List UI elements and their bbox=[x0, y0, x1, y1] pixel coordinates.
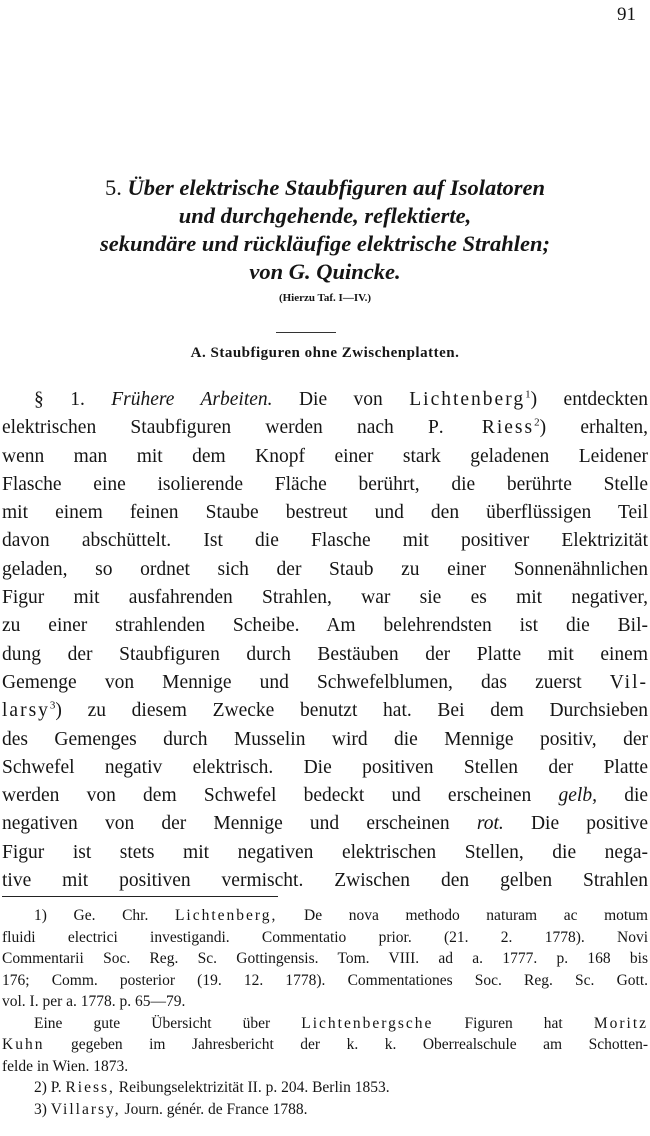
text-run: Die positive bbox=[530, 813, 649, 835]
body-line-2 bbox=[2, 414, 648, 442]
footnote-number: 2) P. bbox=[34, 1079, 62, 1096]
author-name: Villarsy, bbox=[50, 1100, 121, 1118]
body-line-12 bbox=[2, 697, 648, 725]
emphasis-word: rot. bbox=[476, 813, 504, 835]
author-name: Lichtenberg bbox=[409, 389, 526, 410]
paragraph-marker: § 1. bbox=[34, 389, 85, 410]
title-divider bbox=[276, 332, 336, 333]
footnote-2 bbox=[2, 1077, 648, 1099]
body-line-7: geladen, so ordnet sich der Staub zu einer Sonnenähnlichen bbox=[2, 558, 648, 580]
body-line-15 bbox=[2, 782, 648, 810]
body-line-18: tive mit positiven vermischt. Zwischen den gelben Strahlen bbox=[2, 870, 648, 892]
footnote-1-line-4: 176; Comm. posterior (19. 12. 1778). Commentationes Soc. Reg. Sc. Gott. bbox=[2, 971, 648, 989]
body-line-1 bbox=[2, 386, 648, 414]
body-line-6: davon abschüttelt. Ist die Flasche mit positiver Elektrizität bbox=[2, 530, 648, 552]
page-number: 91 bbox=[617, 4, 636, 25]
body-line-13: des Gemenges durch Musselin wird die Mennige positiv, der bbox=[2, 728, 648, 750]
body-line-8: Figur mit ausfahrenden Strahlen, war sie es mit negativer, bbox=[2, 587, 648, 609]
footnote-1-line-3: Commentarii Soc. Reg. Sc. Gottingensis. Tom. VIII. ad a. 1777. p. 168 bis bbox=[2, 950, 648, 967]
text-run: Gemenge von Mennige und Schwefelblumen, das zuerst bbox=[2, 671, 582, 693]
text-run: De nova methodo naturam ac motum bbox=[304, 907, 648, 924]
author-name: Lichtenberg, bbox=[174, 907, 278, 924]
body-line-10: dung der Staubfiguren durch Bestäuben der Platte mit einem bbox=[2, 643, 648, 665]
text-run: Figuren hat bbox=[464, 1014, 563, 1032]
body-line-5: mit einem feinen Staube bestreut und den überflüssigen Teil bbox=[2, 502, 648, 524]
text-run: Eine gute Übersicht über bbox=[34, 1014, 271, 1032]
body-line-11 bbox=[2, 669, 648, 697]
footnote-3 bbox=[2, 1099, 648, 1121]
title-line-1 bbox=[0, 174, 650, 202]
paragraph-heading: Frühere Arbeiten. bbox=[111, 389, 273, 410]
text-run: ) zu diesem Zwecke benutzt hat. Bei dem Durchsieben bbox=[55, 700, 648, 722]
body-line-4: Flasche eine isolierende Fläche berührt, die berührte Stelle bbox=[2, 473, 648, 495]
author-name: Lichtenbergsche bbox=[301, 1014, 434, 1032]
footnote-1-line-6 bbox=[2, 1013, 648, 1035]
body-line-9: zu einer strahlenden Scheibe. Am belehrendsten ist die Bil- bbox=[2, 615, 648, 637]
footnote-ref: 1 bbox=[525, 388, 531, 401]
footnote-1-line-5: vol. I. per a. 1778. p. 65—79. bbox=[2, 993, 186, 1010]
footnote-1-line-2: fluidi electrici investigandi. Commentatio prior. (21. 2. 1778). Novi bbox=[2, 928, 648, 946]
footnote-number: 1) Ge. Chr. bbox=[34, 907, 149, 924]
text-run: Reibungselektrizität II. p. 204. Berlin 1853. bbox=[118, 1079, 390, 1096]
author-name: P. Riess bbox=[428, 417, 535, 439]
emphasis-word: gelb, bbox=[558, 785, 597, 807]
footnote-divider bbox=[2, 896, 278, 897]
title-text-1: Über elektrische Staubfiguren auf Isolatoren bbox=[127, 175, 546, 200]
title-line-2: und durchgehende, reflektierte, bbox=[178, 203, 472, 228]
footnote-number: 3) bbox=[34, 1100, 47, 1118]
body-line-3: wenn man mit dem Knopf einer stark geladenen Leidener bbox=[2, 445, 648, 467]
body-line-14: Schwefel negativ elektrisch. Die positiven Stellen der Platte bbox=[2, 756, 648, 778]
text-run: die bbox=[624, 785, 649, 807]
text-run: werden von dem Schwefel bedeckt und erscheinen bbox=[2, 785, 532, 807]
text-run: Journ. génér. de France 1788. bbox=[124, 1100, 308, 1118]
title-line-3: sekundäre und rückläufige elektrische Strahlen; bbox=[99, 231, 551, 256]
footnote-1-line-8: felde in Wien. 1873. bbox=[2, 1057, 129, 1075]
footnote-1-line-7 bbox=[2, 1034, 648, 1056]
footnotes bbox=[2, 905, 648, 1120]
body-line-16 bbox=[2, 810, 648, 838]
article-number: 5. bbox=[104, 175, 122, 200]
author-name: Vil- bbox=[609, 671, 648, 693]
author-name: Kuhn bbox=[2, 1036, 45, 1053]
text-run: Die von bbox=[298, 389, 383, 410]
footnote-ref: 3 bbox=[49, 699, 56, 712]
title-line-4: von G. Quincke. bbox=[249, 259, 401, 284]
author-name: Moritz bbox=[593, 1014, 649, 1032]
text-run: ) erhalten, bbox=[539, 417, 648, 439]
author-name: Riess, bbox=[65, 1079, 115, 1096]
text-run: elektrischen Staubfiguren werden nach bbox=[2, 417, 394, 439]
section-heading: A. Staubfiguren ohne Zwischenplatten. bbox=[190, 345, 460, 361]
text-run: ) entdeckten bbox=[530, 389, 648, 410]
footnote-ref: 2 bbox=[534, 416, 540, 429]
text-run: gegeben im Jahresbericht der k. k. Oberrealschule am Schotten- bbox=[70, 1036, 648, 1053]
article-title bbox=[0, 174, 650, 286]
footnote-1-line-1 bbox=[2, 905, 648, 927]
text-run: negativen von der Mennige und erscheinen bbox=[2, 813, 450, 835]
body-text bbox=[2, 386, 648, 895]
plates-note: (Hierzu Taf. I—IV.) bbox=[278, 292, 372, 304]
author-name: larsy bbox=[2, 700, 50, 722]
body-line-17: Figur ist stets mit negativen elektrischen Stellen, die nega- bbox=[2, 841, 648, 863]
